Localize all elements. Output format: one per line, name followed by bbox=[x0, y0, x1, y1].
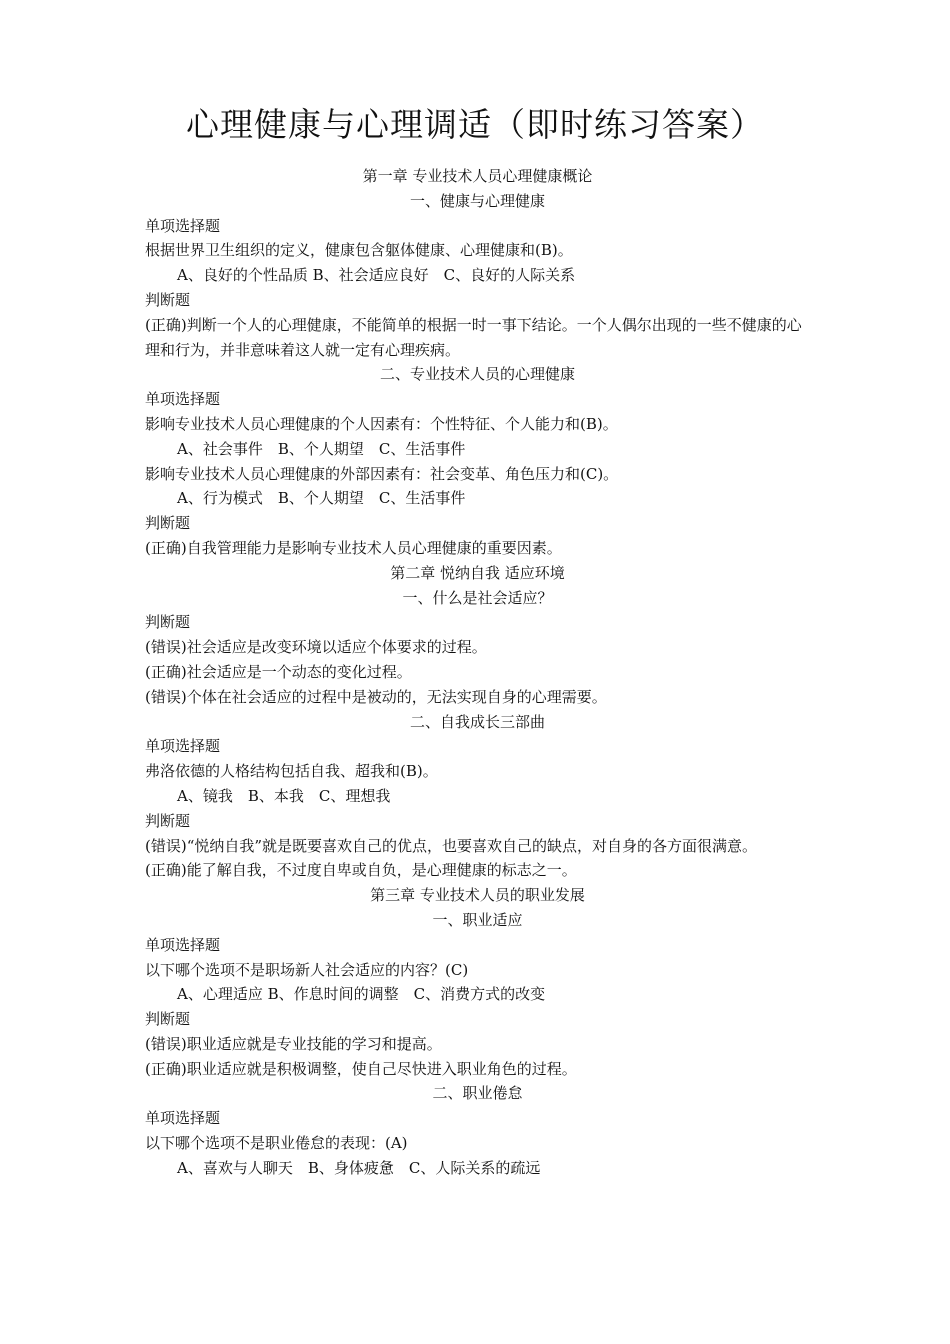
text-line: 影响专业技术人员心理健康的外部因素有：社会变革、角色压力和(C)。 bbox=[145, 464, 619, 483]
text-line: (错误)社会适应是改变环境以适应个体要求的过程。 bbox=[145, 638, 487, 657]
option-line: A、行为模式 B、个人期望 C、生活事件 bbox=[177, 489, 466, 508]
text-line: 影响专业技术人员心理健康的个人因素有：个性特征、个人能力和(B)。 bbox=[145, 414, 618, 433]
text-line: 单项选择题 bbox=[145, 935, 221, 954]
text-line: (正确)能了解自我，不过度自卑或自负，是心理健康的标志之一。 bbox=[145, 861, 577, 880]
text-line: (错误)个体在社会适应的过程中是被动的，无法实现自身的心理需要。 bbox=[145, 687, 607, 706]
text-paragraph: (错误)“悦纳自我”就是既要喜欢自己的优点，也要喜欢自己的缺点，对自身的各方面很满意。 bbox=[145, 836, 758, 855]
section-heading: 第一章 专业技术人员心理健康概论 bbox=[362, 167, 593, 185]
text-line: 根据世界卫生组织的定义，健康包含躯体健康、心理健康和(B)。 bbox=[145, 241, 573, 260]
text-line: (正确)自我管理能力是影响专业技术人员心理健康的重要因素。 bbox=[145, 538, 562, 557]
text-line: 判断题 bbox=[145, 613, 191, 632]
text-line: (正确)社会适应是一个动态的变化过程。 bbox=[145, 662, 412, 681]
option-line: A、镜我 B、本我 C、理想我 bbox=[177, 786, 391, 805]
section-heading: 一、健康与心理健康 bbox=[409, 191, 545, 210]
text-paragraph: (正确)判断一个人的心理健康，不能简单的根据一时一事下结论。一个人偶尔出现的一些不健康的心理和行为，并非意味着这人就一定有心理疾病。 bbox=[145, 315, 802, 359]
section-heading: 一、什么是社会适应？ bbox=[402, 588, 553, 607]
text-line: 单项选择题 bbox=[145, 216, 221, 235]
section-heading: 第二章 悦纳自我 适应环境 bbox=[390, 563, 565, 582]
text-line: 单项选择题 bbox=[145, 1109, 221, 1128]
text-line: (错误)职业适应就是专业技能的学习和提高。 bbox=[145, 1034, 442, 1053]
text-line: 判断题 bbox=[145, 1010, 191, 1029]
text-line: 单项选择题 bbox=[145, 737, 221, 756]
text-line: 判断题 bbox=[145, 514, 191, 533]
option-line: A、心理适应 B、作息时间的调整 C、消费方式的改变 bbox=[177, 985, 546, 1004]
option-line: A、喜欢与人聊天 B、身体疲惫 C、人际关系的疏远 bbox=[177, 1158, 541, 1177]
text-line: 单项选择题 bbox=[145, 390, 221, 409]
option-line: A、社会事件 B、个人期望 C、生活事件 bbox=[177, 439, 466, 458]
text-line: 以下哪个选项不是职业倦怠的表现：(A) bbox=[145, 1134, 408, 1153]
document-title: 心理健康与心理调适（即时练习答案） bbox=[186, 105, 764, 144]
section-heading: 一、职业适应 bbox=[432, 910, 523, 929]
option-line: A、良好的个性品质 B、社会适应良好 C、良好的人际关系 bbox=[177, 266, 576, 285]
text-line: 判断题 bbox=[145, 290, 191, 309]
section-heading: 第三章 专业技术人员的职业发展 bbox=[370, 886, 585, 905]
text-line: 判断题 bbox=[145, 811, 191, 830]
section-heading: 二、职业倦怠 bbox=[432, 1084, 523, 1103]
section-heading: 二、专业技术人员的心理健康 bbox=[379, 365, 575, 384]
document-body bbox=[145, 164, 810, 1181]
section-heading: 二、自我成长三部曲 bbox=[409, 712, 545, 731]
text-line: (正确)职业适应就是积极调整，使自己尽快进入职业角色的过程。 bbox=[145, 1059, 577, 1078]
text-line: 以下哪个选项不是职场新人社会适应的内容？(C) bbox=[145, 960, 469, 979]
text-line: 弗洛依德的人格结构包括自我、超我和(B)。 bbox=[145, 762, 438, 781]
